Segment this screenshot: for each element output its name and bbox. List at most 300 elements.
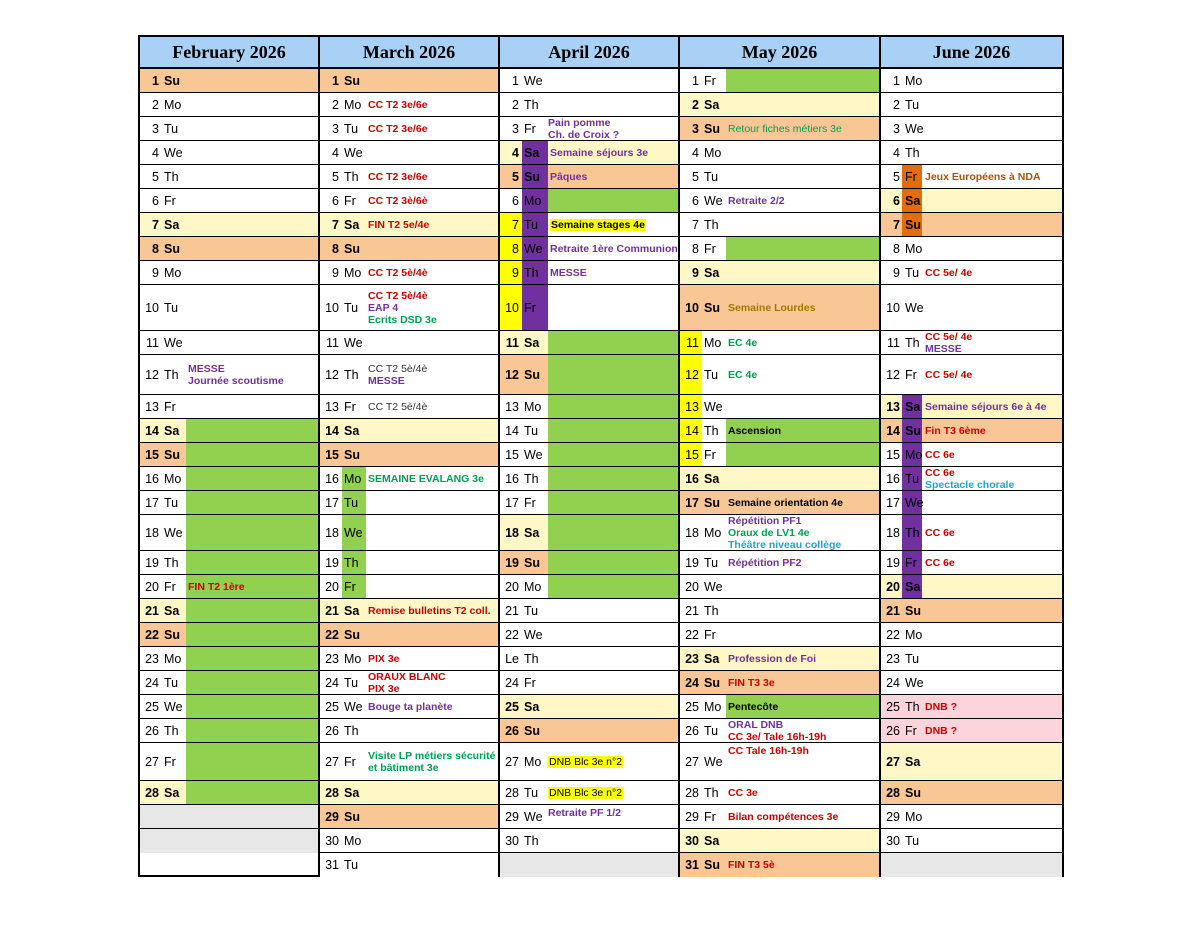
holiday-fill (548, 419, 678, 442)
day-label (505, 301, 536, 315)
day-cell (140, 419, 318, 443)
weekday: Su (704, 300, 720, 315)
event-text: CC T2 5è/4è (368, 266, 428, 279)
event-text: ORAUX BLANC (368, 671, 446, 683)
weekday: We (524, 73, 543, 88)
weekday: Fr (524, 675, 536, 690)
event-text: CC T2 5è/4è (368, 362, 428, 375)
day-cell (881, 141, 1062, 165)
day-number: 27 (505, 754, 519, 769)
day-number: 3 (692, 121, 699, 136)
day-label (685, 604, 719, 618)
weekday: Fr (524, 121, 536, 136)
event-text: DNB Blc 3e n°2 (549, 755, 623, 768)
day-label (886, 628, 922, 642)
day-label (325, 628, 360, 642)
weekday: We (524, 627, 543, 642)
day-label (145, 368, 179, 382)
event-text: FIN T3 5è (728, 859, 775, 871)
weekday: Tu (905, 265, 920, 280)
event-list (728, 497, 843, 509)
day-cell (881, 69, 1062, 93)
day-cell (881, 695, 1062, 719)
event-text: PIX 3e (368, 652, 400, 665)
weekday: Su (524, 367, 540, 382)
event-list (925, 527, 955, 539)
day-number: 17 (685, 495, 699, 510)
day-number: 7 (512, 217, 519, 232)
day-cell (500, 695, 678, 719)
weekday: Tu (344, 858, 359, 872)
day-cell (320, 189, 498, 213)
day-cell (320, 551, 498, 575)
event-list (188, 581, 245, 593)
holiday-fill (548, 355, 678, 394)
day-cell (140, 575, 318, 599)
event-list (548, 756, 623, 768)
event-list (368, 219, 429, 231)
day-label (325, 556, 359, 570)
day-label (145, 556, 179, 570)
weekday: Su (524, 555, 540, 570)
event-list (548, 117, 619, 141)
day-label (685, 834, 719, 848)
weekday: We (524, 809, 543, 824)
weekday: Th (164, 169, 179, 184)
day-cell (881, 829, 1062, 853)
day-cell (881, 515, 1062, 551)
day-label (886, 676, 924, 690)
day-label (325, 810, 360, 824)
day-cell (500, 623, 678, 647)
day-cell (881, 743, 1062, 781)
weekday: Th (905, 145, 920, 160)
weekday: Su (704, 495, 720, 510)
day-number: 20 (145, 579, 159, 594)
day-number: 5 (152, 169, 159, 184)
event-text: Bilan compétences 3e (728, 810, 839, 823)
event-list (368, 195, 428, 207)
day-label (886, 146, 920, 160)
event-text: Pentecôte (728, 700, 779, 713)
day-number: 16 (685, 471, 699, 486)
event-list (728, 787, 758, 799)
day-cell (140, 491, 318, 515)
day-label (685, 496, 720, 510)
holiday-fill (186, 743, 318, 780)
weekday: Mo (704, 145, 722, 160)
day-cell (140, 599, 318, 623)
holiday-fill (548, 575, 678, 598)
day-label (145, 448, 180, 462)
weekday: Tu (344, 121, 359, 136)
weekday: Tu (164, 121, 179, 136)
day-label (685, 786, 719, 800)
day-label (505, 834, 539, 848)
event-list (925, 467, 1014, 491)
holiday-fill (186, 515, 318, 550)
day-label (505, 652, 539, 666)
day-cell (320, 491, 498, 515)
day-cell (140, 695, 318, 719)
day-cell (500, 355, 678, 395)
day-number: 7 (332, 217, 339, 232)
day-number: Le (505, 651, 519, 666)
day-cell (881, 237, 1062, 261)
day-cell (881, 331, 1062, 355)
day-cell (680, 69, 879, 93)
day-cell (320, 623, 498, 647)
event-text: CC 6e (925, 556, 955, 569)
day-cell (881, 551, 1062, 575)
day-label (325, 400, 356, 414)
event-text: Retraite PF 1/2 (548, 807, 621, 819)
weekday: Sa (524, 525, 540, 540)
weekday: Su (704, 675, 720, 690)
day-label (145, 400, 176, 414)
day-label (685, 556, 718, 570)
holiday-fill (186, 781, 318, 804)
weekday: Sa (704, 651, 720, 666)
day-number: 25 (685, 699, 699, 714)
day-number: 25 (505, 699, 519, 714)
day-label (505, 580, 541, 594)
day-label (145, 472, 181, 486)
event-text: Jeux Européens à NDA (925, 170, 1041, 183)
weekday: Sa (704, 833, 720, 848)
day-number: 2 (152, 97, 159, 112)
weekday: Mo (704, 335, 722, 350)
day-label (685, 700, 721, 714)
day-number: 17 (886, 495, 900, 510)
weekday: Sa (164, 423, 180, 438)
day-number: 31 (325, 858, 339, 872)
month-column (140, 37, 320, 875)
event-text: MESSE (550, 266, 587, 279)
day-number: 11 (146, 335, 159, 350)
day-label (886, 74, 922, 88)
weekday: Su (905, 423, 921, 438)
event-text: DNB ? (925, 724, 958, 737)
day-cell (320, 781, 498, 805)
day-label (505, 604, 538, 618)
month-column (680, 37, 881, 875)
weekday: Mo (704, 525, 722, 540)
day-cell (320, 671, 498, 695)
event-text: Répétition PF1 (728, 515, 802, 527)
weekday: Tu (164, 495, 179, 510)
day-label (685, 652, 719, 666)
event-text: Visite LP métiers sécurité (368, 749, 496, 762)
event-text: Retraite 1ère Communion (550, 242, 678, 255)
event-list (728, 677, 775, 689)
day-label (145, 146, 183, 160)
day-cell (680, 395, 879, 419)
day-number: 5 (893, 169, 900, 184)
day-label (325, 266, 361, 280)
day-cell (140, 93, 318, 117)
day-label (505, 74, 543, 88)
day-number: 20 (685, 579, 699, 594)
weekday: We (344, 525, 363, 540)
event-list (925, 401, 1046, 413)
weekday: Su (164, 241, 180, 256)
day-label (325, 496, 358, 510)
day-cell (680, 695, 879, 719)
day-cell (500, 719, 678, 743)
weekday: Mo (164, 97, 182, 112)
event-text: CC 5e/ 4e (925, 266, 973, 279)
weekday: Th (905, 335, 920, 350)
day-number: 15 (685, 447, 699, 462)
day-label (505, 810, 543, 824)
day-label (505, 786, 538, 800)
holiday-fill (186, 419, 318, 442)
weekday: Sa (905, 399, 921, 414)
day-label (886, 301, 924, 315)
weekday: Mo (524, 399, 542, 414)
weekday: Tu (344, 495, 359, 510)
day-cell (500, 599, 678, 623)
event-list (368, 363, 427, 387)
event-text: Répétition PF2 (728, 556, 802, 569)
day-number: 21 (685, 603, 699, 618)
holiday-fill (548, 443, 678, 466)
day-label (325, 526, 363, 540)
day-label (505, 724, 540, 738)
day-cell (320, 355, 498, 395)
event-text: CC T2 3è/6è (368, 194, 428, 207)
weekday: We (905, 300, 924, 315)
weekday: Mo (905, 627, 923, 642)
weekday: We (344, 699, 363, 714)
weekday: Tu (164, 300, 179, 315)
event-list (548, 807, 621, 819)
day-cell (320, 575, 498, 599)
day-cell (881, 443, 1062, 467)
day-number: 16 (505, 471, 519, 486)
day-number: 30 (886, 833, 900, 848)
day-number: 19 (325, 555, 339, 570)
day-number: 29 (325, 809, 339, 824)
day-number: 30 (325, 833, 339, 848)
day-cell (320, 515, 498, 551)
day-number: 22 (325, 627, 339, 642)
day-label (145, 652, 181, 666)
event-text: et bâtiment 3e (368, 761, 439, 774)
day-number: 22 (886, 627, 900, 642)
event-text: CC 6e (925, 467, 955, 479)
weekday: Th (524, 471, 539, 486)
weekday: Tu (524, 603, 539, 618)
day-cell (320, 285, 498, 331)
weekday: We (704, 579, 723, 594)
event-list (550, 171, 587, 183)
empty-day-cell (881, 853, 1062, 877)
event-list (368, 123, 428, 135)
weekday: Fr (344, 193, 356, 208)
day-label (886, 336, 920, 350)
event-text: Retour fiches métiers 3e (728, 122, 842, 135)
weekday: Su (344, 447, 360, 462)
event-text: CC 3e/ Tale 16h-19h (728, 730, 827, 743)
day-number: 10 (886, 300, 900, 315)
month-header: June 2026 (881, 37, 1062, 69)
day-number: 22 (145, 627, 159, 642)
day-cell (140, 355, 318, 395)
day-cell (680, 165, 879, 189)
day-label (685, 146, 721, 160)
weekday: Su (524, 169, 540, 184)
day-cell (680, 719, 879, 743)
day-label (325, 700, 363, 714)
event-list (925, 449, 955, 461)
holiday-fill (548, 491, 678, 514)
day-cell (320, 805, 498, 829)
day-number: 14 (505, 423, 519, 438)
weekday: Mo (344, 833, 362, 848)
day-number: 23 (685, 651, 699, 666)
event-text: CC 6e (925, 448, 955, 461)
day-number: 16 (325, 471, 339, 486)
day-label (685, 98, 719, 112)
event-list (925, 369, 972, 381)
day-cell (500, 237, 678, 261)
weekday: Tu (905, 651, 920, 666)
day-label (886, 755, 920, 769)
day-label (325, 74, 360, 88)
day-number: 28 (325, 785, 339, 800)
day-label (886, 122, 924, 136)
day-number: 9 (893, 265, 900, 280)
day-cell (680, 551, 879, 575)
day-number: 4 (512, 145, 519, 160)
day-number: 8 (332, 241, 339, 256)
day-number: 26 (505, 723, 519, 738)
weekday: Tu (905, 471, 920, 486)
day-label (325, 580, 356, 594)
day-number: 13 (325, 399, 339, 414)
day-label (886, 652, 919, 666)
holiday-fill (548, 467, 678, 490)
event-list (728, 195, 785, 207)
day-label (145, 122, 178, 136)
day-number: 13 (145, 399, 159, 414)
day-number: 11 (326, 335, 339, 350)
day-cell (680, 623, 879, 647)
weekday: Su (164, 627, 180, 642)
event-list (728, 653, 816, 665)
day-label (685, 858, 720, 872)
day-cell (500, 671, 678, 695)
day-cell (500, 165, 678, 189)
day-label (325, 146, 363, 160)
day-cell (680, 671, 879, 695)
holiday-fill (186, 671, 318, 694)
day-cell (680, 743, 879, 781)
event-text: CC T2 3e/6e (368, 122, 428, 135)
weekday: Mo (524, 193, 542, 208)
day-number: 19 (505, 555, 519, 570)
day-number: 7 (692, 217, 699, 232)
weekday: We (524, 447, 543, 462)
day-number: 29 (505, 809, 519, 824)
day-cell (680, 805, 879, 829)
event-list (728, 123, 842, 135)
day-number: 26 (685, 723, 699, 738)
weekday: Mo (344, 265, 362, 280)
day-cell (320, 467, 498, 491)
day-label (145, 266, 181, 280)
day-number: 12 (505, 367, 519, 382)
day-number: 9 (692, 265, 699, 280)
day-number: 26 (145, 723, 159, 738)
weekday: Th (704, 217, 719, 232)
day-label (325, 336, 363, 350)
day-number: 15 (886, 447, 900, 462)
empty-day-cell (500, 853, 678, 877)
day-number: 17 (325, 495, 339, 510)
day-number: 27 (886, 754, 900, 769)
weekday: Th (344, 169, 359, 184)
day-label (145, 604, 179, 618)
weekday: Su (704, 858, 720, 872)
day-cell (140, 165, 318, 189)
holiday-fill (548, 515, 678, 550)
weekday: Sa (524, 699, 540, 714)
day-cell (140, 141, 318, 165)
event-list (925, 557, 955, 569)
event-list (188, 363, 284, 387)
day-number: 1 (152, 73, 159, 88)
event-text: MESSE (925, 342, 962, 355)
day-number: 1 (893, 73, 900, 88)
weekday: Th (344, 367, 359, 382)
day-label (505, 400, 541, 414)
event-text: Journée scoutisme (188, 374, 284, 387)
day-cell (500, 575, 678, 599)
day-label (886, 834, 919, 848)
day-label (685, 810, 716, 824)
weekday: Tu (524, 423, 539, 438)
day-cell (881, 599, 1062, 623)
day-label (505, 424, 538, 438)
day-cell (320, 743, 498, 781)
day-number: 9 (152, 265, 159, 280)
event-text: DNB ? (925, 700, 958, 713)
day-cell (320, 141, 498, 165)
weekday: Sa (905, 193, 921, 208)
day-number: 2 (893, 97, 900, 112)
day-cell (140, 69, 318, 93)
day-number: 18 (145, 525, 159, 540)
weekday: Su (344, 241, 360, 256)
month-column (881, 37, 1064, 875)
event-text: CC T2 3e/6e (368, 170, 428, 183)
weekday: Fr (704, 627, 716, 642)
day-cell (320, 331, 498, 355)
weekday: Su (905, 217, 921, 232)
weekday: Th (905, 699, 920, 714)
event-list (550, 147, 648, 159)
day-label (685, 242, 716, 256)
day-number: 6 (332, 193, 339, 208)
weekday: Tu (344, 300, 359, 315)
day-number: 13 (505, 399, 519, 414)
day-cell (140, 213, 318, 237)
day-number: 9 (512, 265, 519, 280)
day-number: 17 (505, 495, 519, 510)
